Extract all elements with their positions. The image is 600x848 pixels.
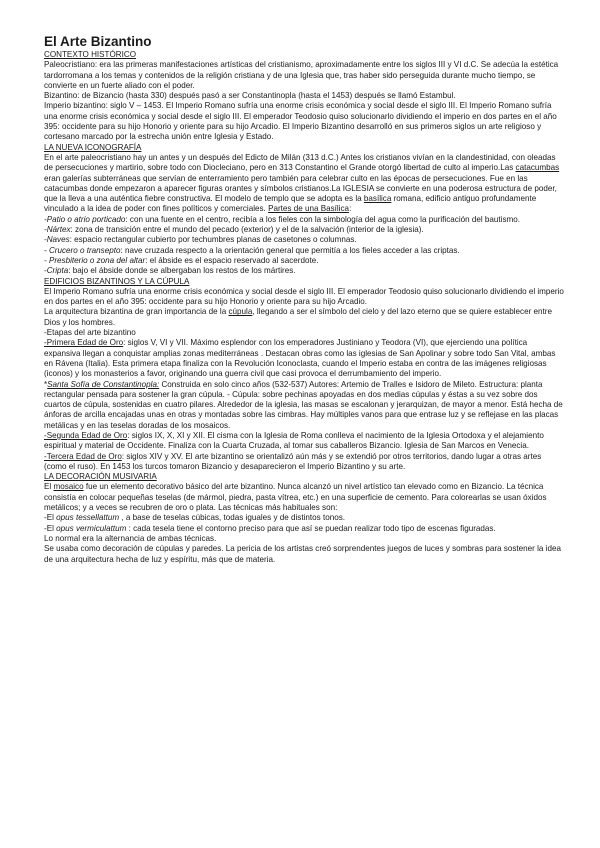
section-heading-iconografia: LA NUEVA ICONOGRAFÍA [44, 142, 142, 152]
paragraph-tercera-edad [44, 452, 564, 473]
list-item-patio [44, 215, 564, 225]
list-text: : bajo el ábside donde se albergaban los restos de los mártires. [68, 266, 296, 276]
paragraph-primera-edad [44, 338, 564, 379]
text-run: , a base de teselas cúbicas, todas iguales y de distintos tonos. [119, 513, 345, 523]
term-cupula: cúpula [228, 307, 253, 317]
paragraph-santa-sofia [44, 380, 564, 431]
list-term: -Naves [44, 235, 70, 245]
section-heading-edificios: EDIFICIOS BIZANTINOS Y LA CÚPULA [44, 276, 190, 286]
text-run: : siglos XIV y XV. El arte bizantino se orientalizó aún más y se extendió por otros territorios, dando lugar a otras artes (como el ruso). En 1453 los turcos tomaron Bizancio y desaparecieron el Imperio Bizantino y su arte. [44, 451, 542, 471]
paragraph-bizantino: Bizantino: de Bizancio (hasta 330) después pasó a ser Constantinopla (hasta el 1453) después se llamó Estambul. [44, 91, 456, 101]
section-heading-decoracion: LA DECORACIÓN MUSIVARIA [44, 472, 157, 482]
text-run: Construida en solo cinco años (532-537) Autores: Artemio de Tralles e Isidoro de Mileto. Estructura: planta rectangular pensada para sostener la gran cúpula. - Cúpula: sobre pechinas apoyadas en dos medias cúpulas y éstas a su vez sobre dos cuartos de cúpula, sostenidas en cuatro pilares. Alrededor de la iglesia, las masas se escalonan y jerarquizan, de mayor a menor. Está hecha de ánforas de arcilla encajadas unas en otras y montadas sobre las cimbras. Hay múltiples vanos para que entrase luz y se reflejase en las placas metálicas y en las teselas doradas de los mosaicos. [44, 379, 563, 430]
text-run: El [44, 482, 54, 492]
paragraph-imperio-romano: El Imperio Romano sufría una enorme crisis económica y social desde el siglo III. El emperador Teodosio quiso solucionarlo dividiendo el imperio en dos partes en el año 395: occidente para su hijo Honorio y oriente para su hijo Arcadio. [44, 286, 564, 307]
text-run: romana, edificio antiguo profundamente vinculado a la idea de poder con fines políticos y comerciales. [44, 194, 537, 214]
list-text: : con una fuente en el centro, recibía a los fieles con la simbología del agua como la purificación del bautismo. [125, 214, 521, 224]
paragraph-opus-vermiculattum [44, 524, 564, 534]
list-text: : nave cruzada respecto a la orientación general que permitía a los fieles acceder a las criptas. [120, 245, 460, 255]
paragraph-imperio-bizantino: Imperio bizantino: siglo V – 1453. El Imperio Romano sufría una enorme crisis económica y social desde el siglo III. El Imperio Romano sufría una enorme crisis económica y social desde el siglo III. El emperador Teodosio quiso solucionarlo dividiendo el imperio en dos partes en el año 395: occidente para su hijo Honorio y oriente para su hijo Arcadio. El Imperio Bizantino desarrolló en sus primeros siglos un arte religioso y cortesano marcado por la estrecha unión entre Iglesia y Estado. [44, 101, 557, 142]
list-term: - Crucero o transepto [44, 245, 121, 255]
list-term: -Patio o atrio porticado [44, 214, 126, 224]
list-text: : espacio rectangular cubierto por techumbres planas de casetones o columnas. [69, 235, 357, 245]
list-item-nartex [44, 225, 564, 235]
list-item-naves [44, 235, 564, 245]
text-run: : siglos V, VI y VII. Máximo esplendor con los emperadores Justiniano y Teodora (VI), que ejerciendo una política expansiva llegan a conquistar amplias zonas mediterráneas . Destacan obras como las iglesias de San Apolinar y sobre todo San Vital, ambas en Rávena (Italia). Esta primera etapa finaliza con la Revolución Iconoclasta, cuando el Imperio estaba en contra de las imágenes religiosas (iconos) y los monasterios a favor, originando una guerra civil que casi provoca el derrumbamiento del imperio. [44, 338, 556, 379]
term-segunda-edad: -Segunda Edad de Oro [44, 430, 128, 440]
paragraph-segunda-edad [44, 431, 564, 452]
list-item-cripta [44, 266, 564, 276]
text-run: La arquitectura bizantina de gran importancia de la [44, 307, 229, 317]
term-basilica: basílica [363, 194, 392, 204]
document-page [44, 34, 564, 565]
list-term: -Cripta [44, 266, 69, 276]
list-term: -Nártex [44, 225, 71, 235]
text-run: : cada tesela tiene el contorno preciso para que así se puedan realizar todo tipo de escenas figuradas. [126, 523, 496, 533]
list-item-crucero [44, 246, 564, 256]
text-run: : siglos IX, X, XI y XII. El cisma con la Iglesia de Roma conlleva el nacimiento de la Iglesia Ortodoxa y el alejamiento espiritual y material de Occidente. Finaliza con la Cuarta Cruzada, al tomar sus caballeros Bizancio. Iglesia de San Marcos en Venecia. [44, 430, 544, 451]
paragraph-cupula [44, 307, 564, 328]
list-item-presbiterio [44, 256, 564, 266]
text-run: En el arte paleocristiano hay un antes y un después del Edicto de Milán (313 d.C.) Antes los cristianos vivían en la clandestinidad, con oleadas de persecuciones y martirio, sobre todo con Diocleciano, pero en 313 Constantino el Grande otorgó libertad de culto al imperio.Las [44, 152, 556, 173]
list-text: : el ábside es el espacio reservado al sacerdote. [145, 255, 319, 265]
text-run: eran galerías subterráneas que servían de enterramiento pero también para celebrar culto en las épocas de persecuciones. Fue en las catacumbas donde empezaron a aparecer figuras orantes y símbolos cristianos.La IGLESIA se convierte en una poderosa estructura de poder, que la lleva a una auténtica fiebre constructiva. El modelo de templo que se adopta es la [44, 173, 557, 204]
term-tercera-edad: -Tercera Edad de Oro [44, 451, 122, 461]
text-run: , llegando a ser el símbolo del cielo y del lazo eterno que se quiere establecer entre Dios y los hombres. [44, 307, 552, 327]
section-heading-contexto: CONTEXTO HISTÓRICO [44, 50, 137, 59]
list-text: : zona de transición entre el mundo del pecado (exterior) y el de la salvación (interior de la iglesia). [70, 225, 424, 235]
paragraph-mosaico [44, 482, 564, 513]
paragraph-opus-tessellattum [44, 513, 564, 523]
term-primera-edad: -Primera Edad de Oro [44, 338, 124, 348]
text-run: * [44, 379, 48, 389]
text-run: : [349, 204, 352, 214]
document-title: El Arte Bizantino [44, 34, 152, 49]
paragraph-paleocristiano: Paleocristiano: era las primeras manifestaciones artísticas del cristianismo, aproximadamente entre los siglos III y VI d.C. Se adecúa la estética tardorromana a los temas y contenidos de la religión cristiana y de una Iglesia que, tras haber sido perseguida durante mucho tiempo, se convierte en un fuerte aliado con el poder. [44, 60, 559, 90]
term-santa-sofia: Santa Sofía de Constantinopla: [47, 379, 160, 389]
paragraph-alternancia: Lo normal era la alternancia de ambas técnicas. [44, 533, 217, 543]
text-run: fue un elemento decorativo básico del arte bizantino. Nunca alcanzó un nivel artístico tan elevado como en Bizancio. La técnica consistía en colocar pequeñas teselas (de mármol, piedra, pasta vítrea, etc.) en una superficie de cemento. Para colorearlas se usan óxidos metálicos; y a veces se recubren de oro o plata. Las técnicas más habituales son: [44, 482, 547, 513]
term-catacumbas: catacumbas [515, 163, 560, 173]
list-term: - Presbiterio o zona del altar [44, 255, 146, 265]
paragraph-edicto-milan [44, 153, 564, 215]
paragraph-cupulas-paredes: Se usaba como decoración de cúpulas y paredes. La pericia de los artistas creó sorprendentes juegos de luces y sombras para sostener la idea de una arquitectura hecha de luz y espíritu, más que de materia. [44, 544, 561, 564]
text-run: -El [44, 513, 57, 523]
term-mosaico: mosaico [53, 482, 84, 492]
text-run: -El [44, 523, 57, 533]
term-opus-tessellattum: opus tessellattum [56, 513, 120, 523]
term-opus-vermiculattum: opus vermiculattum [56, 523, 127, 533]
term-partes-basilica: Partes de una Basílica [268, 204, 350, 214]
paragraph-etapas: -Etapas del arte bizantino [44, 328, 136, 338]
